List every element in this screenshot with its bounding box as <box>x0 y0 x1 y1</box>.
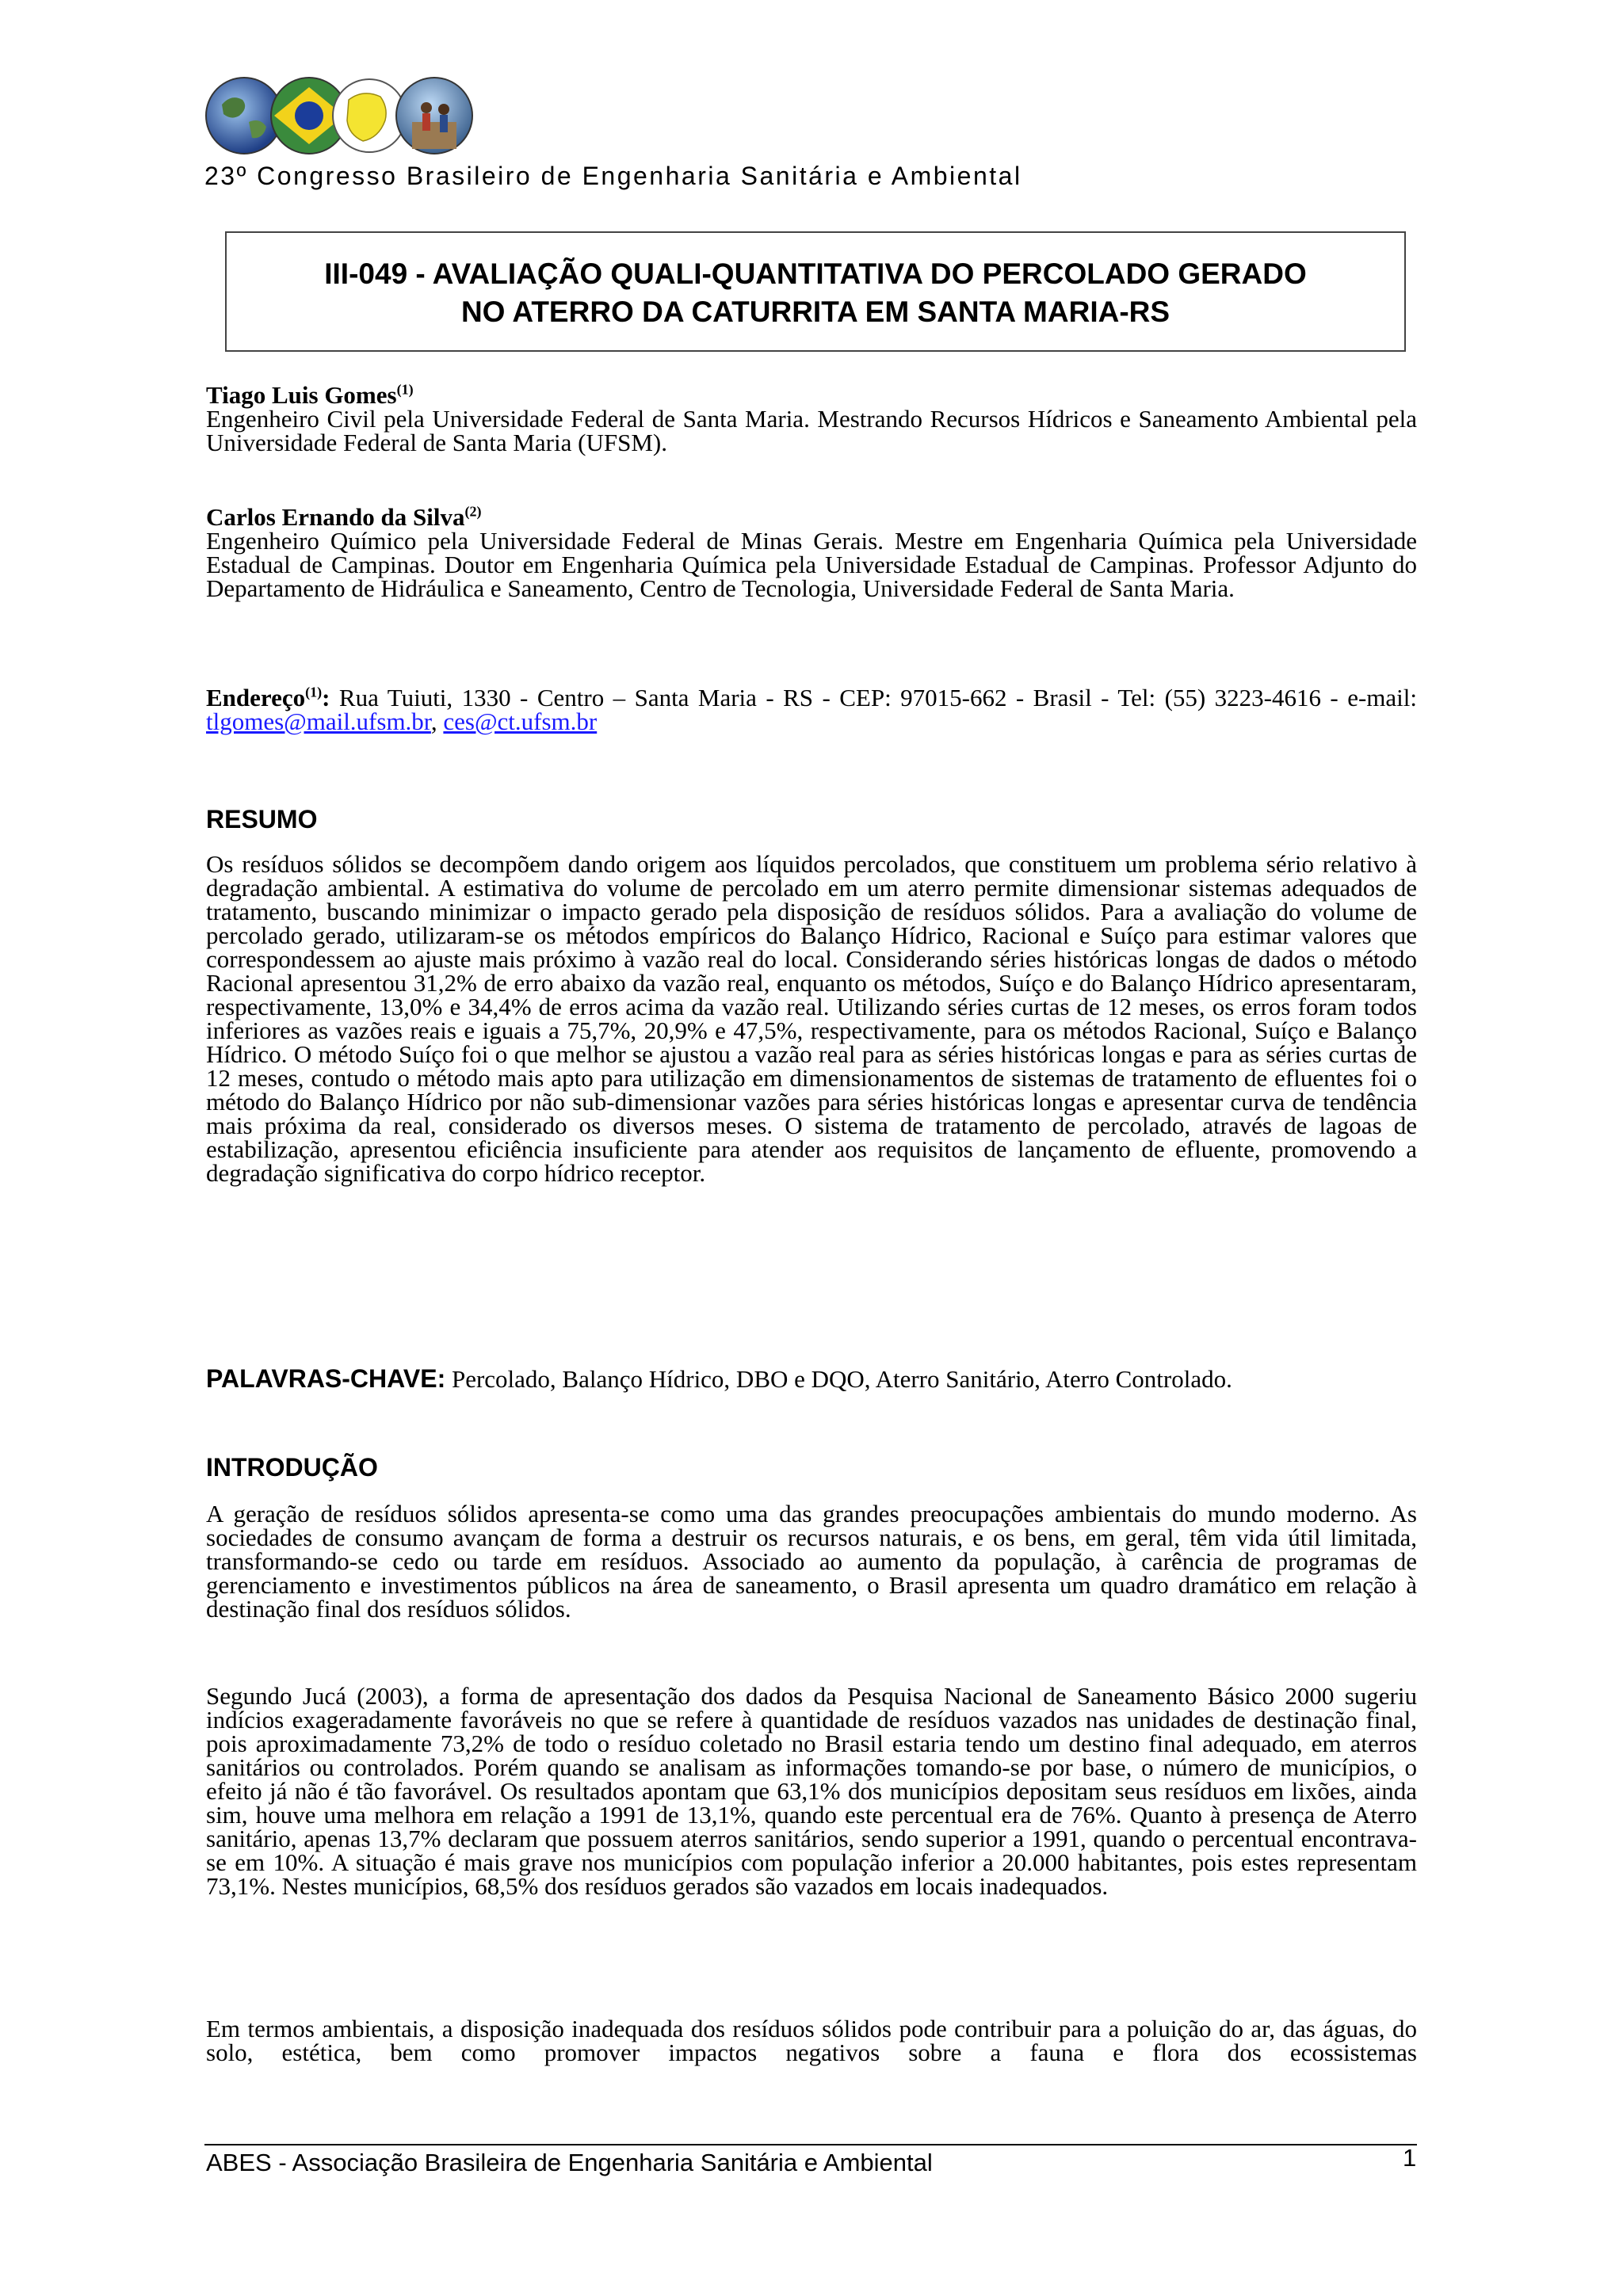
keywords-text: Percolado, Balanço Hídrico, DBO e DQO, Aterro Sanitário, Aterro Controlado. <box>445 1365 1232 1393</box>
author-1-bio: Engenheiro Civil pela Universidade Federal de Santa Maria. Mestrando Recursos Hídricos e Saneamento Ambiental pela Universidade Federal de Santa Maria (UFSM). <box>206 405 1417 456</box>
congress-title: 23º Congresso Brasileiro de Engenharia Sanitária e Ambiental <box>204 162 1022 190</box>
address-text: Rua Tuiuti, 1330 - Centro – Santa Maria - RS - CEP: 97015-662 - Brasil - Tel: (55) 3223-4616 - e-mail: <box>330 684 1417 711</box>
author-1 <box>206 383 1417 455</box>
people-photo-logo <box>396 78 472 154</box>
footer-org: ABES - Associação Brasileira de Engenharia Sanitária e Ambiental <box>206 2149 933 2176</box>
address-block <box>206 686 1417 734</box>
keywords-block <box>206 1364 1417 1394</box>
title-box <box>225 231 1406 352</box>
congress-logos <box>204 73 474 158</box>
paper-title <box>227 255 1404 331</box>
intro-paragraph-1: A geração de resíduos sólidos apresenta-se como uma das grandes preocupações ambientais do mundo moderno. As sociedades de consumo avançam de forma a destruir os recursos naturais, e os bens, em geral, têm vida útil limitada, transformando-se cedo ou tarde em resíduos. Associado ao aumento da população, à carência de programas de gerenciamento e investimentos públicos na área de saneamento, o Brasil apresenta um quadro dramático em relação à destinação final dos resíduos sólidos. <box>206 1500 1417 1623</box>
intro-paragraph-3-block <box>206 2017 1417 2065</box>
author-2-ref: (2) <box>464 503 482 520</box>
address-colon: : <box>322 684 330 711</box>
paper-title-line-2: NO ATERRO DA CATURRITA EM SANTA MARIA-RS <box>460 296 1170 328</box>
author-2-name: Carlos Ernando da Silva <box>206 503 465 531</box>
keywords-label: PALAVRAS-CHAVE: <box>206 1364 446 1393</box>
resumo-section <box>206 852 1417 1185</box>
footer-rule <box>204 2144 1417 2145</box>
author-2-bio: Engenheiro Químico pela Universidade Federal de Minas Gerais. Mestre em Engenharia Química pela Universidade Estadual de Campinas. Doutor em Engenharia Química pela Universidade Estadual de Campinas. Professor Adjunto do Departamento de Hidráulica e Saneamento, Centro de Tecnologia, Universidade Federal de Santa Maria. <box>206 527 1417 602</box>
resumo-text: Os resíduos sólidos se decompõem dando origem aos líquidos percolados, que constituem um problema sério relativo à degradação ambiental. A estimativa do volume de percolado em um aterro permite dimensionar sistemas adequados de tratamento, buscando minimizar o impacto gerado pela disposição de resíduos sólidos. Para a avaliação do volume de percolado gerado, utilizaram-se os métodos empíricos do Balanço Hídrico, Racional e Suíço para estimar valores que correspondessem ao ajuste mais próximo à vazão real do local. Considerando séries históricas longas de dados o método Racional apresentou 31,2% de erro abaixo da vazão real, enquanto os métodos, Suíço e do Balanço Hídrico apresentaram, respectivamente, 13,0% e 34,4% de erros acima da vazão real. Utilizando séries curtas de 12 meses, os erros foram todos inferiores as vazões reais e iguais a 75,7%, 20,9% e 47,5%, respectivamente, para os métodos Racional, Suíço e Balanço Hídrico. O método Suíço foi o que melhor se ajustou a vazão real para as séries históricas longas e para as séries curtas de 12 meses, contudo o método mais apto para utilização em dimensionamentos de sistemas de tratamento de efluentes foi o método do Balanço Hídrico por não sub-dimensionar vazões para séries históricas longas e apresentar curva de tendência mais próxima da real, considerado os diversos meses. O sistema de tratamento de percolado, através de lagoas de estabilização, apresentou eficiência insuficiente para atender aos requisitos de lançamento de efluente, promovendo a degradação significativa do corpo hídrico receptor. <box>206 850 1417 1187</box>
intro-paragraph-3: Em termos ambientais, a disposição inadequada dos resíduos sólidos pode contribuir para a poluição do ar, das águas, do solo, estética, bem como promover impactos negativos sobre a fauna e flora dos ecossistemas <box>206 2015 1417 2066</box>
introducao-section <box>206 1502 1417 1621</box>
email-link-2[interactable]: ces@ct.ufsm.br <box>443 707 598 735</box>
address-label: Endereço <box>206 684 306 711</box>
email-separator: , <box>430 707 444 735</box>
author-1-ref: (1) <box>396 381 414 398</box>
author-2 <box>206 505 1417 601</box>
intro-paragraph-2: Segundo Jucá (2003), a forma de apresentação dos dados da Pesquisa Nacional de Saneamento Básico 2000 sugeriu indícios exageradamente favoráveis no que se refere à quantidade de resíduos vazados nas unidades de destinação final, pois aproximadamente 73,2% de todo o resíduo coletado no Brasil estaria tendo um destino final adequado, em aterros sanitários ou controlados. Porém quando se analisam as informações tomando-se por base, o número de municípios, o efeito já não é tão favorável. Os resultados apontam que 63,1% dos municípios depositam seus resíduos em lixões, ainda sim, houve uma melhora em relação a 1991 de 13,1%, quando este percentual era de 76%. Quanto à presença de Aterro sanitário, apenas 13,7% declaram que possuem aterros sanitários, sendo superior a 1991, quando o percentual encontrava-se em 10%. A situação é mais grave nos municípios com população inferior a 20.000 habitantes, pois estes representam 73,1%. Nestes municípios, 68,5% dos resíduos gerados são vazados em locais inadequados. <box>206 1682 1417 1900</box>
intro-paragraph-2-block <box>206 1684 1417 1898</box>
paper-title-line-1: III-049 - AVALIAÇÃO QUALI-QUANTITATIVA DO PERCOLADO GERADO <box>324 257 1307 290</box>
resumo-heading: RESUMO <box>206 805 318 833</box>
email-link-1[interactable]: tlgomes@mail.ufsm.br <box>206 707 431 735</box>
introducao-heading: INTRODUÇÃO <box>206 1453 378 1482</box>
author-1-name: Tiago Luis Gomes <box>206 381 397 409</box>
address-ref: (1) <box>305 684 323 700</box>
page-number: 1 <box>1403 2144 1417 2172</box>
brazil-map-logo <box>333 79 406 152</box>
